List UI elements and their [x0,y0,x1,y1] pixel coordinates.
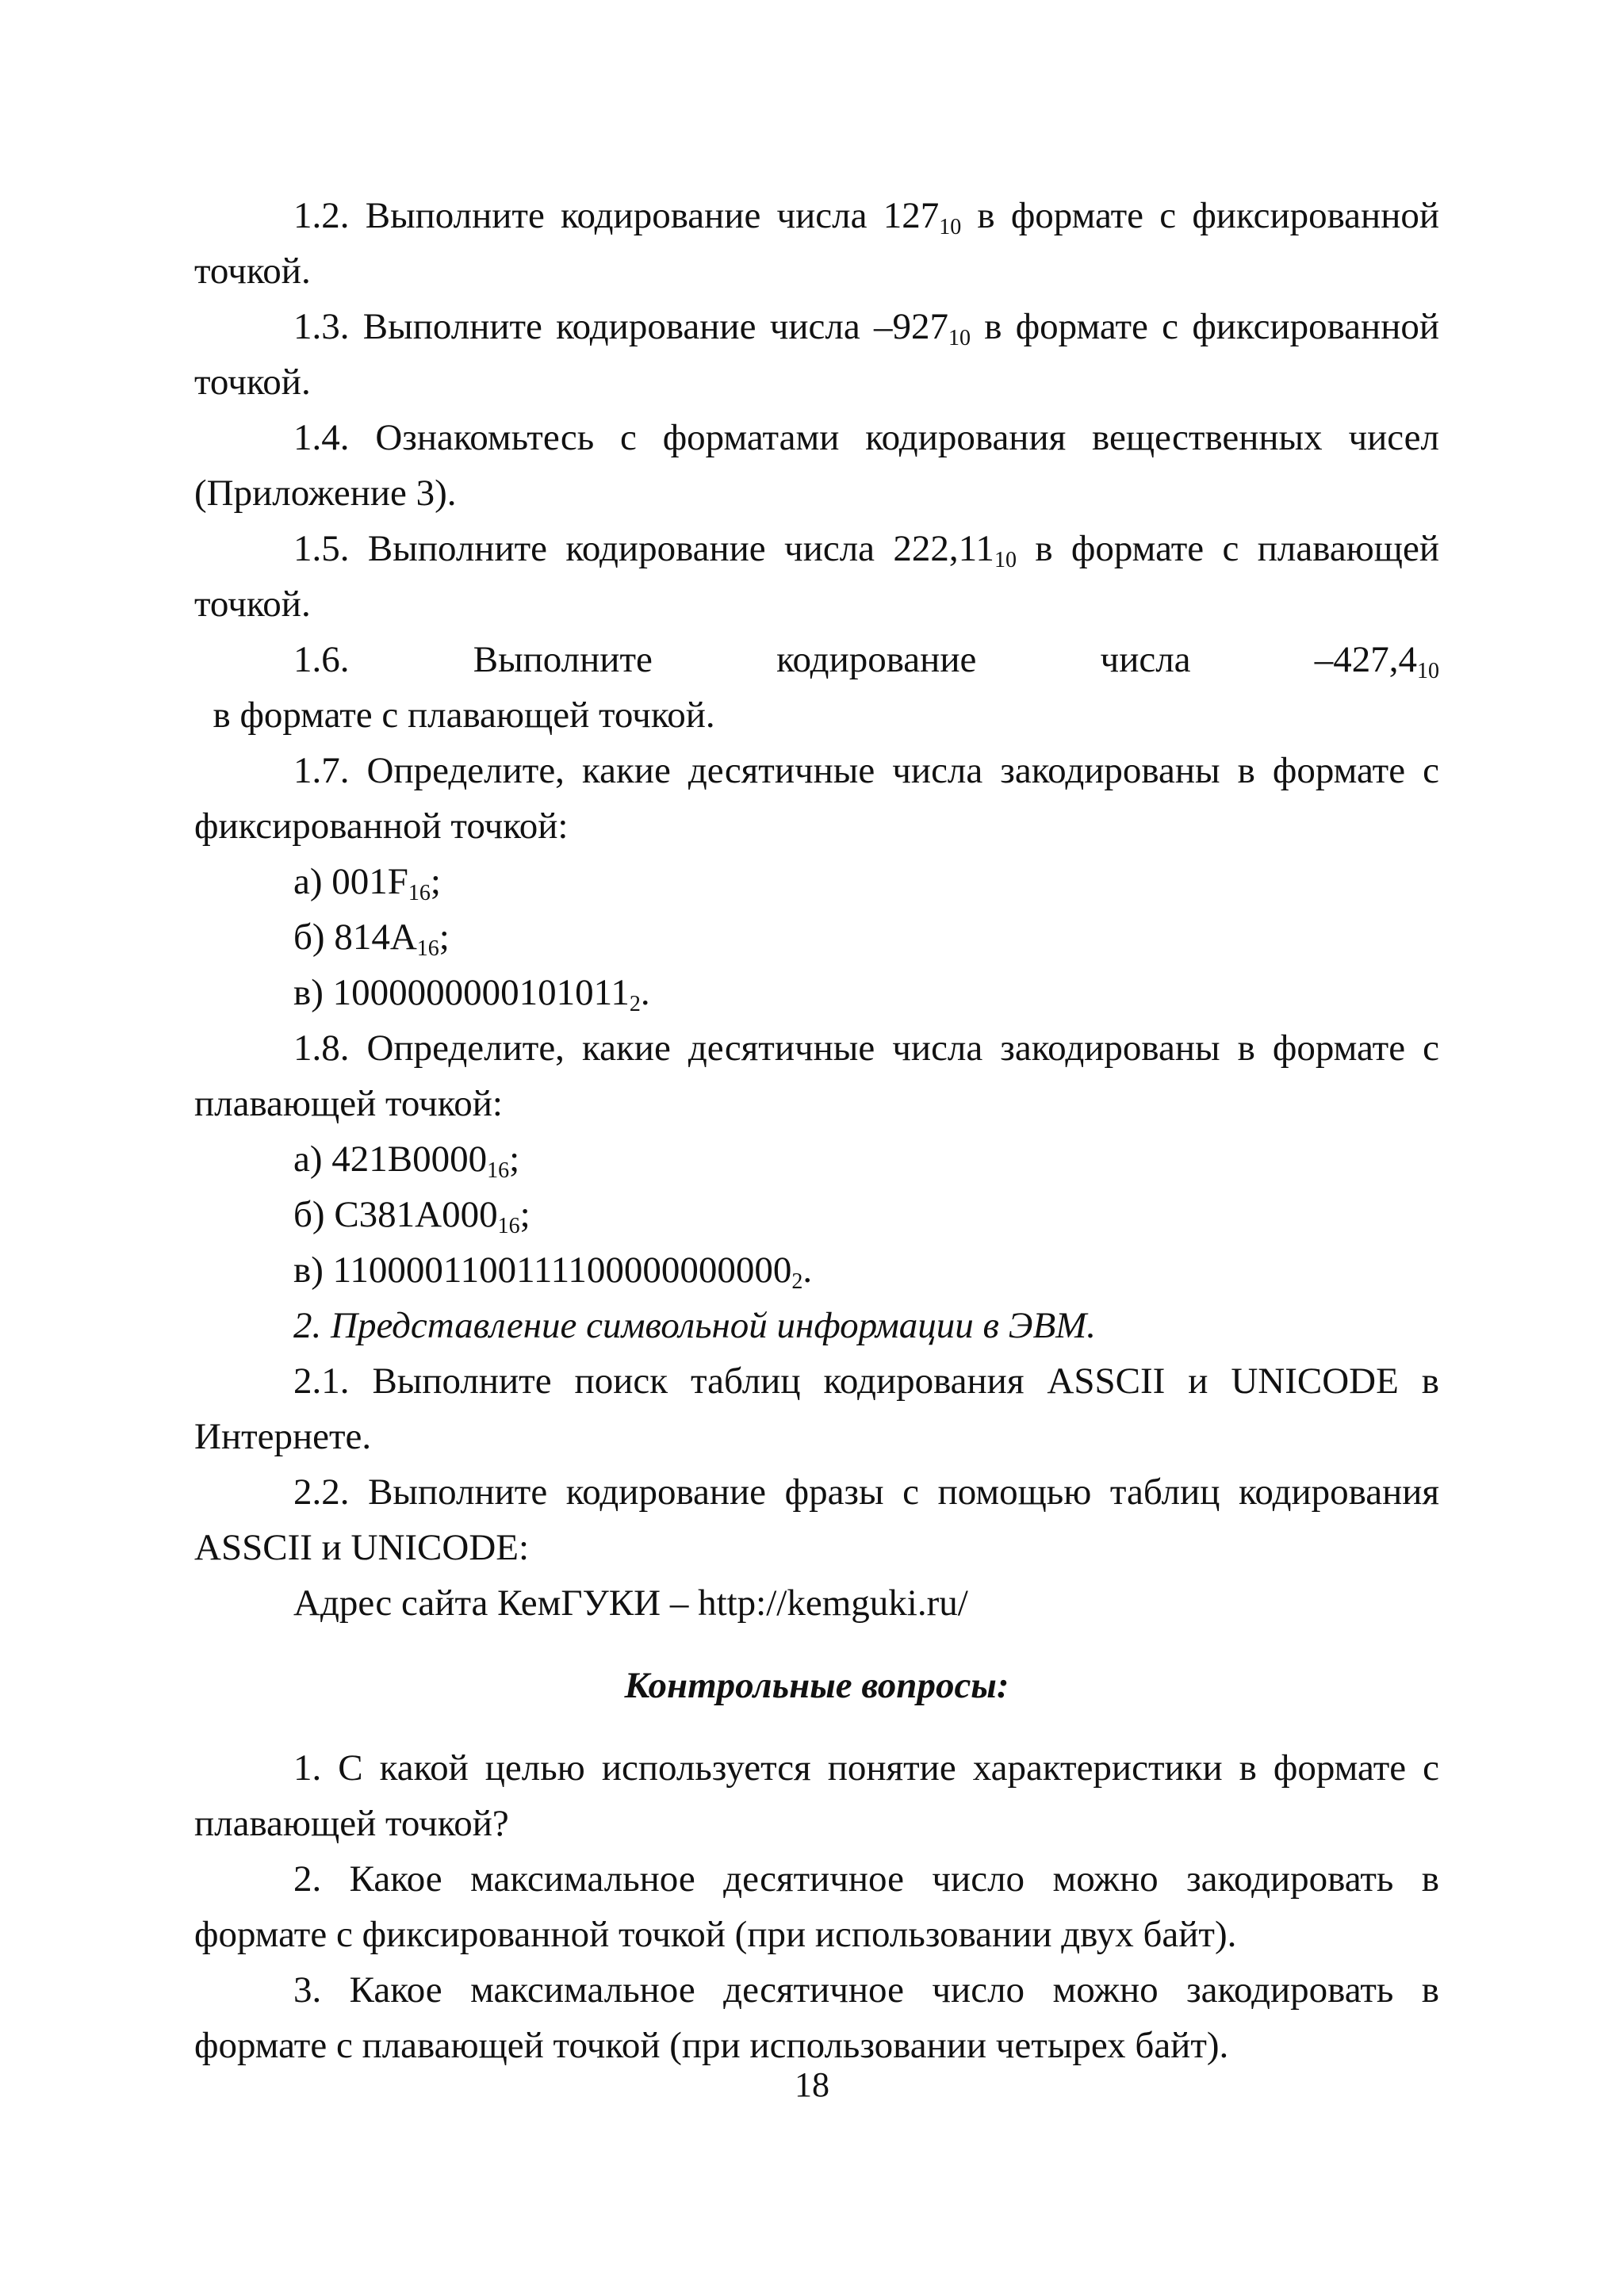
task-1-7-item-a [194,854,1439,909]
item-value: а) 421B0000 [293,1138,488,1180]
radix-subscript: 16 [497,1214,520,1238]
radix-subscript: 2 [629,992,641,1016]
task-2-1: 2.1. Выполните поиск таблиц кодирования ASSCII и UNICODE в Интернете. [194,1360,1439,1457]
task-1-6-text-end: в формате с плавающей точкой. [194,695,715,736]
item-value: а) 001F [293,861,408,902]
page-number: 18 [795,2065,829,2104]
task-1-6-text: 1.6. Выполните кодирование числа –427,4 [293,639,1417,680]
task-1-2-text-end: в формате с фиксированной точкой. [194,195,1439,292]
task-1-4: 1.4. Ознакомьтесь с форматами кодирования вещественных чисел (Приложение 3). [194,417,1439,514]
item-value: б) C381A000 [293,1194,498,1235]
task-1-8-item-b [194,1187,1439,1242]
task-1-3-text: 1.3. Выполните кодирование числа –927 [293,306,948,347]
radix-subscript: 16 [487,1158,510,1183]
task-1-7-item-c [194,965,1439,1020]
item-punct: . [640,972,650,1013]
task-1-8-item-a [194,1131,1439,1187]
task-1-7: 1.7. Определите, какие десятичные числа закодированы в формате с фиксированной точкой: [194,750,1439,847]
task-1-8: 1.8. Определите, какие десятичные числа закодированы в формате с плавающей точкой: [194,1027,1439,1124]
task-1-6 [194,632,1439,743]
task-1-2-text: 1.2. Выполните кодирование числа 127 [293,195,940,236]
task-1-5 [194,521,1439,632]
question-3: 3. Какое максимальное десятичное число можно закодировать в формате с плавающей точкой (при использовании четырех байт). [194,1969,1439,2066]
radix-subscript: 16 [416,936,439,961]
task-1-3 [194,299,1439,410]
item-value: в) 1000000000101011 [293,972,630,1013]
item-value: б) 814A [293,916,417,958]
radix-subscript: 10 [939,215,962,239]
question-1: 1. С какой целью используется понятие характеристики в формате с плавающей точкой? [194,1747,1439,1844]
item-punct: ; [430,861,441,902]
item-punct: ; [439,916,450,958]
task-2-2: 2.2. Выполните кодирование фразы с помощью таблиц кодирования ASSCII и UNICODE: [194,1471,1439,1568]
section-2-title: 2. Представление символьной информации в ЭВМ. [293,1305,1097,1346]
task-1-3-text-end: в формате с фиксированной точкой. [194,306,1439,403]
control-questions-heading: Контрольные вопросы: [624,1665,1009,1706]
task-1-2 [194,188,1439,299]
site-address-line: Адрес сайта КемГУКИ – http://kemguki.ru/ [293,1582,968,1624]
item-value: в) 1100001100111100000000000 [293,1249,792,1291]
item-punct: ; [509,1138,520,1180]
radix-subscript: 10 [1417,659,1439,683]
item-punct: . [802,1249,813,1291]
radix-subscript: 16 [408,881,431,905]
task-1-7-item-b [194,909,1439,965]
radix-subscript: 10 [994,548,1017,572]
radix-subscript: 10 [948,326,971,350]
task-1-5-text: 1.5. Выполните кодирование числа 222,11 [293,528,994,569]
radix-subscript: 2 [791,1269,803,1294]
task-1-5-text-end: в формате с плавающей точкой. [194,528,1439,625]
page-body [194,188,1439,2073]
task-1-8-item-c [194,1242,1439,1298]
question-2: 2. Какое максимальное десятичное число можно закодировать в формате с фиксированной точкой (при использовании двух байт). [194,1858,1439,1955]
item-punct: ; [519,1194,530,1235]
